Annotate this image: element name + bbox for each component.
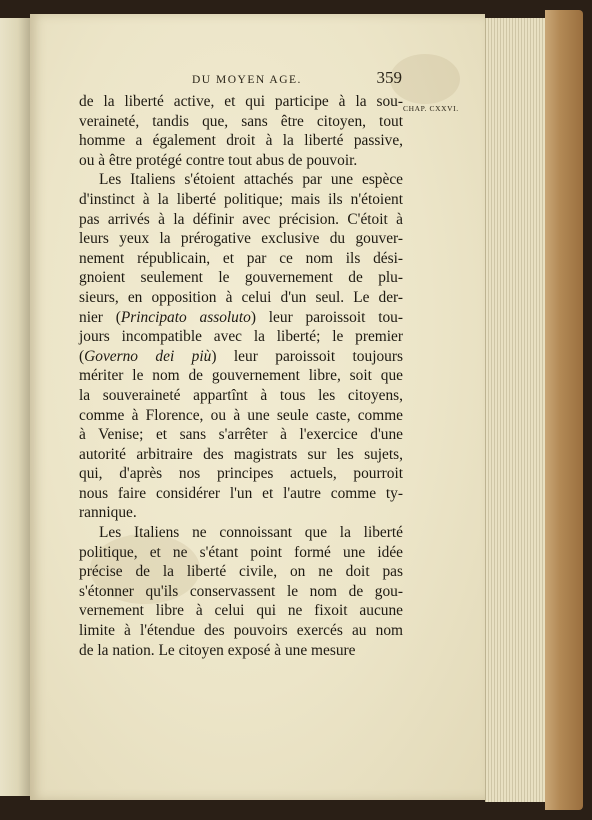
text-line: la souveraineté appartînt à tous les citoyens,	[79, 386, 403, 404]
text-line: veraineté, tandis que, sans être citoyen, tout	[79, 112, 403, 130]
text-line: s'étonner qu'ils conservassent le nom de gou-	[79, 582, 403, 600]
margin-note: CHAP. CXXVI.	[403, 104, 459, 113]
text-line: leurs yeux la prérogative exclusive du gouver-	[79, 230, 403, 248]
book-cover-edge	[545, 10, 583, 810]
paragraph	[79, 92, 403, 170]
text-line: nement républicain, et par ce nom ils dési-	[79, 249, 403, 267]
text-line: comme à Florence, ou à une seule caste, comme	[79, 406, 403, 424]
running-header	[82, 68, 402, 92]
facing-page-edge	[0, 18, 31, 796]
text-line: Les Italiens ne connoissant que la liberté	[99, 524, 403, 542]
text-line: de la liberté active, et qui participe à la sou-	[79, 93, 403, 110]
page-block-edges	[485, 18, 546, 802]
text-line: mériter le nom de gouvernement libre, soit que	[79, 367, 403, 385]
text-line: d'instinct à la liberté politique; mais ils n'étoient	[79, 190, 403, 208]
text-line: homme a également droit à la liberté passive,	[79, 132, 403, 150]
text-line: qui, d'après nos principes actuels, pourroit	[79, 465, 403, 483]
text-line: à Venise; et sans s'arrêter à l'exercice d'une	[79, 426, 403, 444]
text-line: vernement libre à celui qui ne fixoit aucune	[79, 602, 403, 620]
text-line: nous faire considérer l'un et l'autre comme ty-	[79, 484, 403, 502]
text-line: sieurs, en opposition à celui d'un seul. Le der-	[79, 288, 403, 306]
paragraph	[79, 523, 403, 660]
text-line: limite à l'étendue des pouvoirs exercés au nom	[79, 622, 403, 640]
text-line: autorité arbitraire des magistrats sur les sujets,	[79, 445, 403, 463]
running-title: DU MOYEN AGE.	[192, 74, 302, 86]
text-line: gnoient seulement le gouvernement de plu-	[79, 269, 403, 287]
text-line: jours incompatible avec la liberté; le premier	[79, 328, 403, 346]
page-number: 359	[376, 68, 402, 87]
text-line: Les Italiens s'étoient attachés par une espèce	[99, 171, 403, 189]
text-line: de la nation. Le citoyen exposé à une mesure	[79, 641, 356, 659]
body-text	[79, 92, 403, 660]
text-line: nier (Principato assoluto) leur paroissoit tou-	[79, 308, 403, 326]
text-line: rannique.	[79, 504, 137, 522]
text-line: (Governo dei più) leur paroissoit toujours	[79, 347, 403, 365]
text-line: pas arrivés à la définir avec précision. C'étoit à	[79, 210, 403, 228]
paragraph	[79, 170, 403, 523]
text-line: ou à être protégé contre tout abus de pouvoir.	[79, 151, 358, 169]
text-line: précise de la liberté civile, on ne doit pas	[79, 563, 403, 581]
text-line: politique, et ne s'étant point formé une idée	[79, 543, 403, 561]
